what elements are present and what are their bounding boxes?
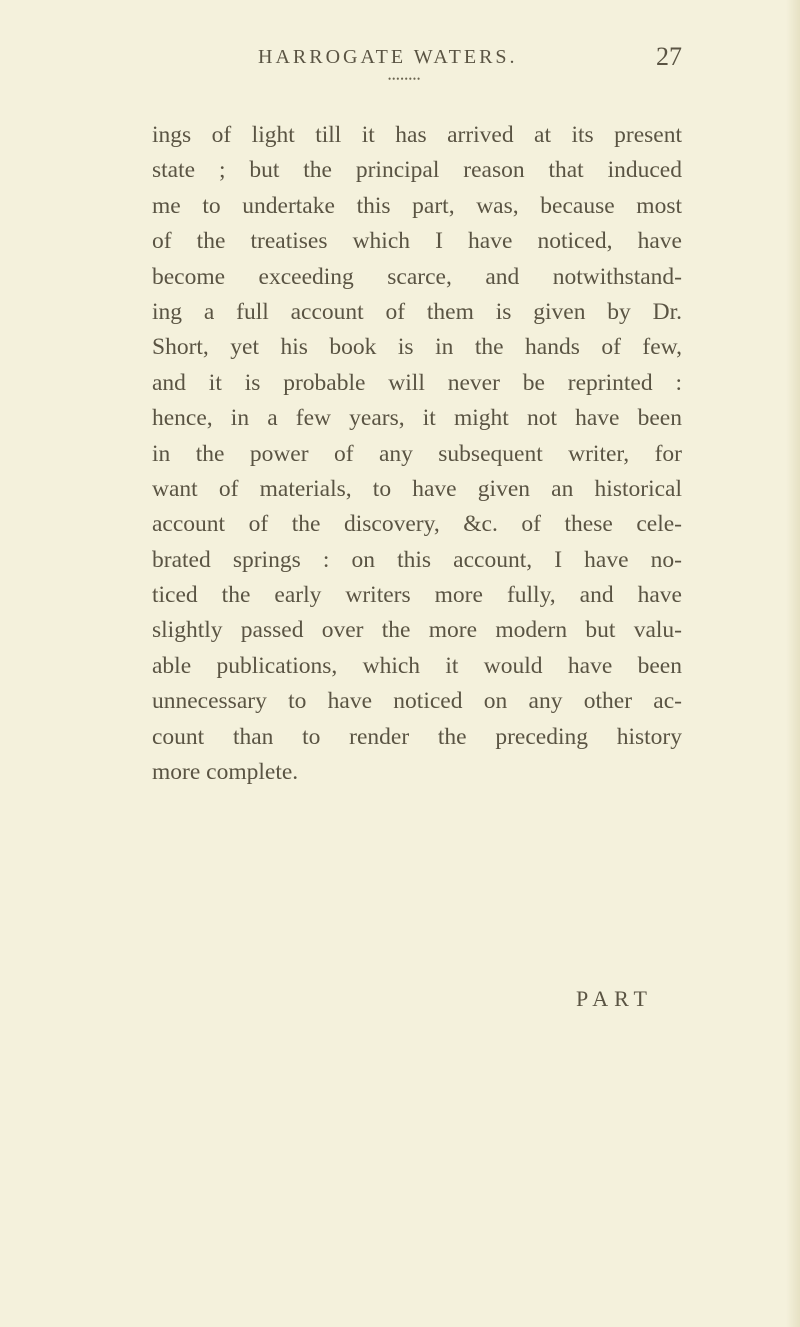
page-edge	[786, 0, 800, 1327]
text-line: ticed the early writers more fully, and have	[152, 582, 682, 609]
page-number: 27	[656, 42, 682, 71]
text-line: and it is probable will never be reprinted :	[152, 369, 682, 396]
text-line: slightly passed over the more modern but valu-	[152, 617, 682, 644]
text-line: more complete.	[152, 759, 299, 786]
text-line: ings of light till it has arrived at its present	[152, 122, 682, 148]
text-line: me to undertake this part, was, because most	[152, 192, 682, 219]
header-ornament: ••••••••	[388, 74, 422, 84]
text-line: unnecessary to have noticed on any other ac-	[152, 688, 682, 715]
catchword: PART	[576, 986, 653, 1011]
text-line: able publications, which it would have been	[152, 652, 682, 679]
text-line: account of the discovery, &c. of these cele-	[152, 511, 682, 538]
text-line: of the treatises which I have noticed, have	[152, 228, 682, 255]
text-line: in the power of any subsequent writer, for	[152, 440, 682, 467]
text-line: hence, in a few years, it might not have been	[152, 405, 682, 432]
text-line: become exceeding scarce, and notwithstand-	[152, 263, 682, 290]
text-line: want of materials, to have given an historical	[152, 475, 682, 502]
page-header	[258, 42, 690, 76]
text-line: state ; but the principal reason that induced	[152, 157, 682, 184]
body-text	[152, 118, 682, 790]
text-line: brated springs : on this account, I have no-	[152, 546, 682, 573]
running-title: HARROGATE WATERS.	[258, 46, 518, 68]
text-line: ing a full account of them is given by Dr.	[152, 298, 682, 325]
text-line: Short, yet his book is in the hands of few,	[152, 334, 682, 361]
text-line: count than to render the preceding history	[152, 723, 682, 750]
